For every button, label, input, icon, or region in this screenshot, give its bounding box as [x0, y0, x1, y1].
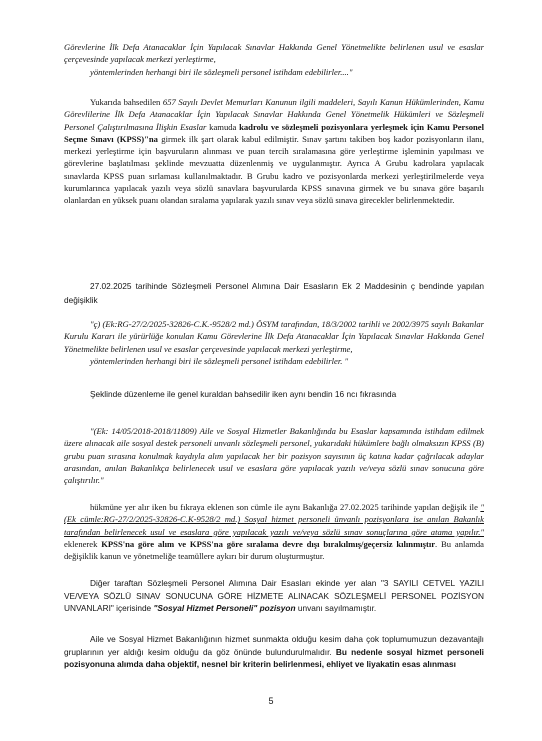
paragraph-amendment-effect — [64, 501, 484, 562]
page-number: 5 — [268, 696, 274, 706]
paragraph-position-titles — [64, 577, 484, 615]
text-run: girmek ilk şart olarak kabul edilmiştir. Sınav şartını takiben boş kador pozisyonların ilanı, merkezi yerleştirme için başvuruların alınması ve puan tercih sıralamasına göre yerleştirme işleminin yapılması ve görevlerine başlatılması şeklinde mevzuatta düzenlenmiş ve uygulanmıştır. Ayrıca A Grubu kadrolara yapılacak sınavlarda KPSS puan sırlaması kullanılmaktadır. B Grubu kadro ve pozisyonlarda merkezi yerleştirilmelerde veya kurumlarınca yapılacak yazılı veya sözlü sınavlara başvurularda KPSS sınavına girmek ve bu sınava göre başarılı olanlardan en yüksek puanı olandan sıralama yapılarak yazılı sınav veya sözlü sınava girecekler belirlenmektedir. — [64, 133, 484, 206]
legislation-reference: 657 Sayılı Devlet Memurları Kanunun ilgili maddeleri, Sayılı Kanun Hükümlerinden, Kamu Görevlilerine İlk Defa Atanacaklar İçin Yapılacak Sınavlar Hakkında Genel Yönetmelik Hükümleri ve Sözleşmeli Personel Çalıştırılmasına İlişkin Esaslar — [64, 97, 484, 132]
text-run: eklenerek — [64, 538, 102, 549]
paragraph-clause-16: Şeklinde düzenleme ile genel kuraldan bahsedilir iken aynı bendin 16 ncı fıkrasında — [90, 389, 397, 399]
quote-text: "ç) (Ek:RG-27/2/2025-32826-C.K.-9528/2 md.) ÖSYM tarafından, 18/3/2002 tarihli ve 2002/3975 sayılı Bakanlar Kurulu Kararı ile yürürlüğe konulan Kamu Görevlerine İlk Defa Atanacaklar İçin Yapılacak Sınavlar Hakkında Genel Yönetmelikte belirlenen usul ve esaslar çerçevesinde yapılacak merkezi yerleştirme, — [64, 319, 484, 354]
quote-clause-16: "(Ek: 14/05/2018-2018/11809) Aile ve Sosyal Hizmetler Bakanlığında bu Esaslar kapsamında istihdam edilmek üzere alınacak aile sosyal destek personeli unvanlı sözleşmeli personel, yukarıdaki hükümlere bağlı olmaksızın KPSS (B) grubu puan sırasına konulmak kaydıyla alım yapılacak her bir pozisyon sayısının üç katına kadar çağrılacak adaylar arasından, anılan Bakanlıkça belirlenecek usul ve esaslara göre yapılacak yazılı ve/veya sözlü sınav sonucuna göre çalıştırılır." — [64, 426, 484, 486]
paragraph-amendment-intro: 27.02.2025 tarihinde Sözleşmeli Personel Alımına Dair Esasların Ek 2 Maddesinin ç bendinde yapılan değişiklik — [64, 281, 484, 305]
emphasis-text: "Sosyal Hizmet Personeli" pozisyon — [153, 603, 296, 613]
text-run: Aile ve Sosyal Hizmet Bakanlığının hizmet sunmakta olduğu kesim daha çok toplumumuzun dezavantajlı gruplarının yer aldığı kesim olduğu da göz önünde bulundurulmalıdır. — [64, 634, 484, 657]
paragraph-conclusion — [64, 633, 484, 671]
quote-text-end: yöntemlerinden herhangi biri ile sözleşmeli personel istihdam edebilirler...." — [90, 66, 353, 77]
amendment-quote: "(Ek cümle:RG-27/2/2025-32826-C.K-9528/2 md.) Sosyal hizmet personeli ünvanlı pozisyonlara ise anılan Bakanlık tarafından belirlenecek usul ve esaslara göre yapılacak yazılı ve/veya sözlü sınav sonuçlarına göre atama yapılır." — [64, 502, 484, 537]
text-run: hükmüne yer alır iken bu fıkraya eklenen son cümle ile aynı Bakanlığa 27.02.2025 tarihinde yapılan değişik ile — [90, 502, 481, 512]
emphasis-text: Bu nedenle sosyal hizmet personeli pozisyonuna alımda daha objektif, nesnel bir kriterin belirlenmesi, ehliyet ve liyakatin esas alınması — [64, 646, 484, 669]
quote-article-c — [64, 318, 484, 367]
quote-continuation — [64, 41, 484, 78]
paragraph-kpss-requirement — [64, 96, 484, 207]
emphasis-text: kadrolu ve sözleşmeli pozisyonlara yerleşmek için Kamu Personel Seçme Sınavı (KPSS)"na — [64, 121, 484, 144]
text-run: unvanı sayılmamıştır. — [295, 603, 377, 613]
text-run: kamuda — [206, 121, 240, 132]
quote-text-end: yöntemlerinden herhangi biri ile sözleşmeli personel istihdam edebilirler. " — [90, 355, 349, 366]
text-run: Diğer taraftan Sözleşmeli Personel Alımına Dair Esasları ekinde yer alan "3 SAYILI CETVEL YAZILI VE/VEYA SÖZLÜ SINAV SONUCUNA GÖRE HİZMETE ALINACAK SÖZLEŞMELİ PERSONEL POZİSYON UNVANLARI" içerisinde — [64, 578, 484, 613]
emphasis-text: KPSS'na göre alım ve KPSS'na göre sıralama devre dışı bırakılmış/geçersiz kılınmıştır — [101, 538, 436, 549]
text-run: . Bu anlamda değişiklik kanun ve yönetmeliğe teamüllere aykırı bir durum oluşturmuştur. — [64, 538, 484, 562]
quote-text: Görevlerine İlk Defa Atanacaklar İçin Yapılacak Sınavlar Hakkında Genel Yönetmelikte belirlenen usul ve esaslar çerçevesinde yapılacak merkezi yerleştirme, — [64, 42, 484, 65]
text-run: Yukarıda bahsedilen — [90, 97, 163, 107]
